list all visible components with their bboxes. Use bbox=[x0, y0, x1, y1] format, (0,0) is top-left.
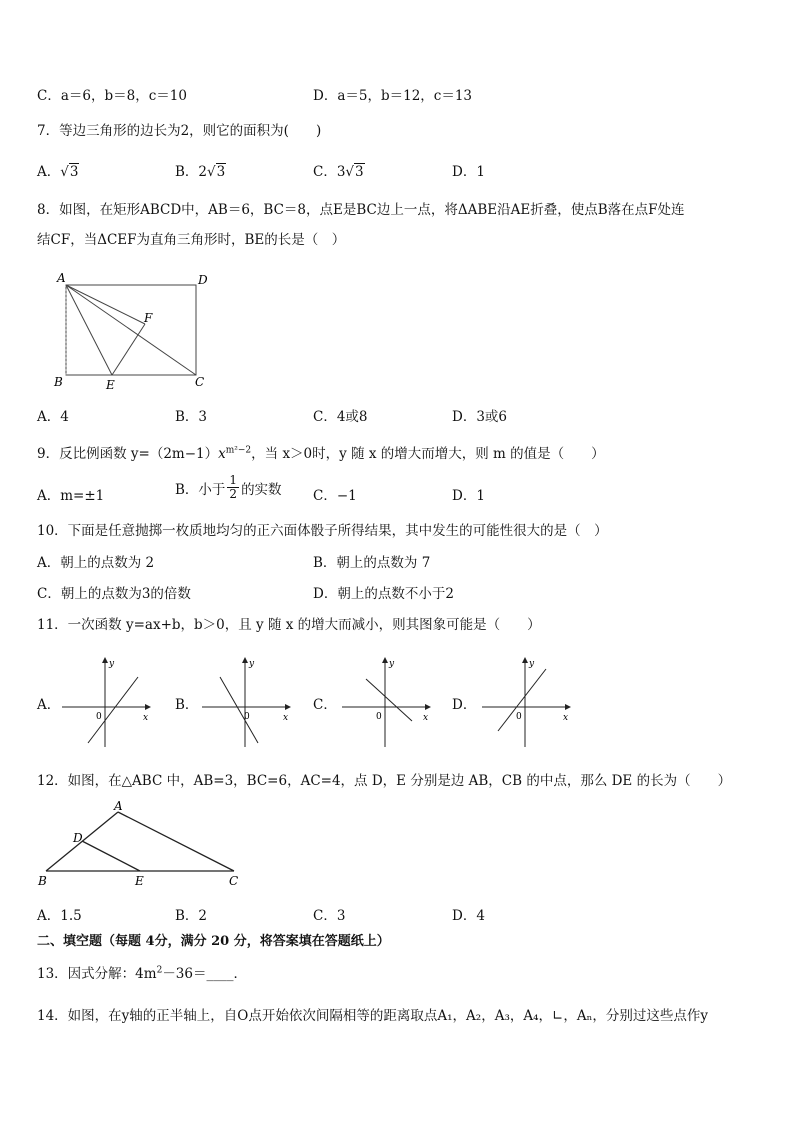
segment-de bbox=[82, 841, 140, 871]
q11-option-a-label: A． bbox=[37, 697, 61, 713]
q11-graph-c bbox=[340, 655, 435, 750]
q9-option-c: C．−1 bbox=[313, 488, 357, 504]
q10-option-a: A．朝上的点数为 2 bbox=[37, 555, 155, 571]
q7-option-b: B．2√3 bbox=[175, 164, 226, 180]
question-8-stem-line2: 结CF，当ΔCEF为直角三角形时，BE的长是（ ） bbox=[37, 232, 346, 248]
q12-option-d: D．4 bbox=[452, 908, 485, 924]
segment-ae bbox=[66, 285, 112, 375]
q7-option-c: C．3√3 bbox=[313, 164, 364, 180]
q7-option-a: A．√3 bbox=[37, 164, 79, 180]
question-7-stem: 7．等边三角形的边长为2，则它的面积为( ) bbox=[37, 123, 322, 139]
diagonal-ac bbox=[66, 285, 196, 375]
question-9-stem bbox=[37, 442, 605, 462]
x-label: x bbox=[423, 713, 429, 723]
origin-label: 0 bbox=[376, 712, 382, 722]
q9-b-pre: B．小于 bbox=[175, 481, 226, 498]
question-12-stem: 12．如图，在△ABC 中，AB=3，BC=6，AC=4，点 D，E 分别是边 AB，CB 的中点，那么 DE 的长为（ ） bbox=[37, 773, 732, 789]
section-2-heading: 二、填空题（每题 4分，满分 20 分，将答案填在答题纸上） bbox=[37, 934, 390, 949]
label-b: B bbox=[54, 375, 63, 389]
option-c-q6: C．a＝6，b＝8，c＝10 bbox=[37, 88, 187, 104]
q7-c-radicand: 3 bbox=[355, 164, 364, 180]
label-e: E bbox=[106, 378, 115, 392]
x-label: x bbox=[563, 713, 569, 723]
y-arrow-icon bbox=[102, 657, 108, 663]
y-label: y bbox=[389, 659, 395, 669]
x-label: x bbox=[143, 713, 149, 723]
x-arrow-icon bbox=[425, 704, 431, 710]
q7-b-label: B．2 bbox=[175, 164, 208, 180]
question-14-stem: 14．如图，在y轴的正半轴上，自O点开始依次间隔相等的距离取点A₁，A₂，A₃，A₄，∟，Aₙ，分别过这些点作y bbox=[37, 1008, 709, 1024]
q12-option-b: B．2 bbox=[175, 908, 208, 924]
q10-option-c: C．朝上的点数为3的倍数 bbox=[37, 586, 191, 602]
q8-option-b: B．3 bbox=[175, 409, 208, 425]
option-d-q6: D．a＝5，b＝12，c＝13 bbox=[313, 88, 473, 104]
q11-graph-b bbox=[200, 655, 295, 750]
q11-graph-d bbox=[480, 655, 575, 750]
q10-option-b: B．朝上的点数为 7 bbox=[313, 555, 431, 571]
q9-b-post: 的实数 bbox=[241, 481, 282, 498]
segment-af bbox=[66, 285, 145, 324]
q7-a-radicand: 3 bbox=[69, 164, 79, 180]
origin-label: 0 bbox=[516, 712, 522, 722]
q13-post: －36＝____． bbox=[162, 966, 247, 982]
q9-option-d: D．1 bbox=[452, 488, 485, 504]
q12-triangle-figure bbox=[36, 798, 246, 890]
label-c: C bbox=[229, 874, 239, 888]
q9-base: x bbox=[218, 446, 226, 462]
label-a: A bbox=[114, 799, 123, 813]
q11-option-c-label: C． bbox=[313, 697, 337, 713]
question-8-stem-line1: 8．如图，在矩形ABCD中，AB＝6，BC＝8，点E是BC边上一点，将ΔABE沿AE折叠，使点B落在点F处连 bbox=[37, 202, 685, 218]
label-b: B bbox=[38, 874, 47, 888]
graph-line bbox=[366, 679, 412, 721]
q10-option-d: D．朝上的点数不小于2 bbox=[313, 586, 454, 602]
q9-stem-b: ，当 x＞0时，y 随 x 的增大而增大，则 m 的值是（ ） bbox=[251, 446, 605, 462]
q11-option-b-label: B． bbox=[175, 697, 199, 713]
x-arrow-icon bbox=[145, 704, 151, 710]
q11-graph-a bbox=[60, 655, 155, 750]
label-f: F bbox=[144, 311, 153, 325]
q12-option-a: A．1.5 bbox=[37, 908, 82, 924]
q9-option-a: A．m=±1 bbox=[37, 488, 105, 504]
q9-option-b bbox=[175, 474, 282, 501]
graph-line bbox=[498, 669, 546, 731]
x-arrow-icon bbox=[565, 704, 571, 710]
q9-b-fraction bbox=[227, 474, 239, 501]
q9-stem-a: 9．反比例函数 y=（2m−1） bbox=[37, 446, 219, 462]
q7-c-label: C．3 bbox=[313, 164, 346, 180]
question-13 bbox=[37, 962, 247, 982]
y-arrow-icon bbox=[522, 657, 528, 663]
q7-option-d: D．1 bbox=[452, 164, 485, 180]
label-d: D bbox=[198, 273, 208, 287]
q7-a-label: A． bbox=[37, 164, 61, 180]
q12-option-c: C．3 bbox=[313, 908, 346, 924]
origin-label: 0 bbox=[244, 712, 250, 722]
segment-ac bbox=[118, 812, 234, 871]
y-label: y bbox=[249, 659, 255, 669]
question-11-stem: 11．一次函数 y=ax+b，b＞0，且 y 随 x 的增大而减小，则其图象可能是（ ） bbox=[37, 617, 541, 633]
q8-option-d: D．3或6 bbox=[452, 409, 508, 425]
graph-line bbox=[88, 677, 138, 743]
q13-pre: 13．因式分解：4m bbox=[37, 966, 157, 982]
y-label: y bbox=[529, 659, 535, 669]
label-a: A bbox=[57, 271, 66, 285]
q7-b-radicand: 3 bbox=[216, 164, 226, 180]
x-arrow-icon bbox=[285, 704, 291, 710]
origin-label: 0 bbox=[96, 712, 102, 722]
q8-option-c: C．4或8 bbox=[313, 409, 368, 425]
graph-line bbox=[220, 677, 258, 743]
label-d: D bbox=[73, 831, 83, 845]
y-label: y bbox=[109, 659, 115, 669]
segment-ef bbox=[112, 324, 145, 375]
q8-rectangle-figure bbox=[50, 268, 220, 393]
y-arrow-icon bbox=[242, 657, 248, 663]
q11-option-d-label: D． bbox=[452, 697, 477, 713]
q8-option-a: A．4 bbox=[37, 409, 69, 425]
q9-exponent: m²−2 bbox=[225, 445, 252, 456]
question-10-stem: 10．下面是任意抛掷一枚质地均匀的正六面体骰子所得结果，其中发生的可能性很大的是（ ） bbox=[37, 523, 608, 539]
q13-sup: 2 bbox=[156, 965, 163, 976]
y-arrow-icon bbox=[382, 657, 388, 663]
x-label: x bbox=[283, 713, 289, 723]
label-c: C bbox=[195, 375, 205, 389]
q9-b-denominator: 2 bbox=[229, 487, 238, 501]
q9-b-numerator: 1 bbox=[229, 473, 238, 487]
label-e: E bbox=[135, 874, 144, 888]
